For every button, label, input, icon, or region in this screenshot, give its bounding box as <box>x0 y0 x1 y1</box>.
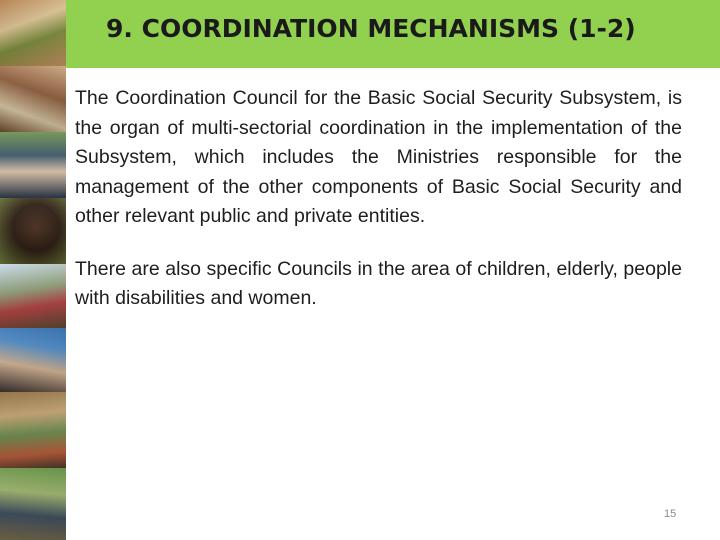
paragraph-coordination-council: The Coordination Council for the Basic Social Security Subsystem, is the organ of multi-sectorial coordination in the implementation of the Subsystem, which includes the Ministries responsible for the management of the other components of Basic Social Security and other relevant public and private entities. <box>75 87 682 227</box>
slide-title: 9. COORDINATION MECHANISMS (1-2) <box>106 14 636 43</box>
title-bar <box>66 0 720 68</box>
photo-women-with-baskets <box>0 0 66 66</box>
photo-women-under-tree <box>0 392 66 468</box>
photo-mother-and-child <box>0 328 66 392</box>
photo-children-group <box>0 132 66 198</box>
paragraph-specific-councils: There are also specific Councils in the area of children, elderly, people with disabilities and women. <box>75 257 682 309</box>
slide-body <box>75 84 682 314</box>
photo-man-seated <box>0 264 66 328</box>
photo-village-family <box>0 66 66 132</box>
photo-people-outdoors <box>0 468 66 540</box>
page-number: 15 <box>664 508 677 520</box>
photo-child-portrait <box>0 198 66 264</box>
photo-strip <box>0 0 66 540</box>
